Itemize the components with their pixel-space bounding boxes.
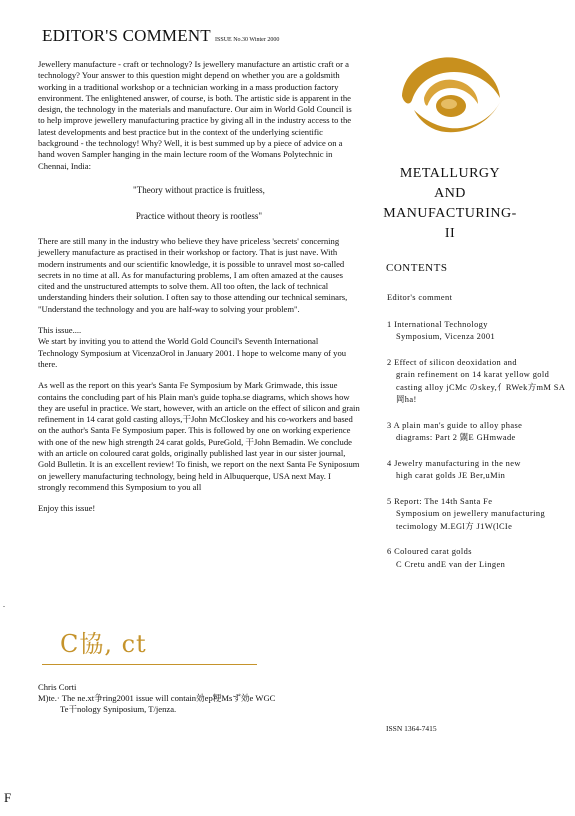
toc-item-detail: Symposium, Vicenza 2001 (396, 332, 496, 341)
stray-mark: . (3, 600, 5, 609)
toc-item-detail: C Cretu andE van der Lingen (396, 559, 506, 569)
author-name: Chris Corti (38, 682, 77, 692)
toc-item-2 (387, 357, 567, 407)
paragraph-this-issue: We start by inviting you to attend the World Gold Council's Seventh International Technology Symposium at VicenzaOrol in January 2001. I hope to welcome many of you there. (38, 336, 347, 369)
theme-line-4: II (444, 226, 456, 241)
paragraph-intro: Jewellery manufacture - craft or technology? Is jewellery manufacture an artistic craft or a technology? Your answer to this question might depend on whether you are a goldsmith working in a traditional workshop or a technician working in a mass production factory environment. The enlightened answer, of course, is both. The artistic side is apparent in the design, the technology in the materials and manufacture. Our aim in World Gold Council is to help improve jewellery manufacturing practice by giving all in the industry access to the latest developments and best practice but in the context of the underlying scientific background - the technology! Why? Well, it is best summed up by a piece of advice on a hand woven Sampler hanging in the main lecture room of the Womans Polytechnic in Chennai, India: (38, 59, 352, 171)
paragraph-secrets: There are still many in the industry who believe they have priceless 'secrets' concerning jewellery manufacture as practised in their workshop or factory. That is just nave. With modern instruments and our scientific knowledge, it is possible to unravel most so-called secrets in no time at all. As for manufacturing problems, I am often amazed at the causes cited and the unstructured attempts to solve them. All too often, the lack of technical understanding hinders their solution. I often say to those attending our technical seminars, "Understand the technology and you are half-way to solving your problem". (38, 235, 348, 314)
page-title (42, 26, 279, 46)
editorial-body (38, 59, 360, 525)
theme-line-2: AND (434, 186, 466, 201)
toc-item-detail: diagrams: Part 2 皩E GHmwade (396, 433, 516, 442)
author-note-line-2: Te干nology Syniposium, T/jenza. (60, 704, 177, 714)
signature: C協, ct (60, 630, 147, 658)
page-corner-letter: F (4, 790, 12, 805)
toc-item-6 (387, 546, 567, 571)
toc-item-detail: grain refinement on 14 karat yellow gold casting alloy jCMc のskey,亻RWek方mM SA岡ha! (396, 370, 566, 404)
theme-line-1: METALLURGY (399, 166, 501, 181)
paragraph-this-issue-heading: This issue.... (38, 325, 82, 336)
paragraph-closing: Enjoy this issue! (38, 503, 96, 514)
table-of-contents (387, 292, 567, 584)
issn-label: ISSN 1364-7415 (386, 724, 437, 733)
issue-label: ISSUE No.30 Winter 2000 (215, 37, 280, 43)
contents-heading: CONTENTS (386, 262, 448, 274)
title-text: EDITOR'S COMMENT (42, 26, 211, 45)
toc-item-title: 2 Effect of silicon deoxidation and (387, 357, 517, 367)
quote-block (38, 182, 360, 224)
issue-theme-title (380, 164, 520, 244)
toc-item-detail: high carat golds JE Ber,uMin (396, 471, 506, 480)
toc-item-title: 3 A plain man's guide to alloy phase (387, 420, 523, 430)
toc-item-title: 1 International Technology (387, 319, 488, 329)
toc-item-4 (387, 458, 567, 483)
toc-item-title: 5 Report: The 14th Santa Fe (387, 496, 493, 506)
author-note-line-1: M)te.· The ne.xt争ring2001 issue will contain効ep粳Msず効e WGC (38, 693, 276, 703)
toc-editor-comment: Editor's comment (387, 293, 453, 302)
toc-item-title: 6 Coloured carat golds (387, 547, 472, 556)
signature-rule (42, 664, 257, 665)
toc-item-1 (387, 319, 567, 344)
toc-item-5 (387, 496, 567, 534)
paragraph-contents-summary: As well as the report on this year's Santa Fe Symposium by Mark Grimwade, this issue contains the concluding part of his Plain man's guide topha.se diagrams, which shows how they are useful in practice. We start, however, with an article on the effect of silicon and grain refinement in 14 carat gold casting alloys,干John McCloskey and his co-workers and based on the author's Santa Fe Symposium paper. This is followed by one on working experience with one of the new high strength 24 carat golds, PureGold, 干John Bemadin. We conclude with an article on coloured carat golds, originally published last year in our sister journal, Gold Bulletin. It is an excellent review! To finish, we report on the next Santa Fe Syniposıum on jewellery manufacturing technology, being held in Albuquerque, USA next May. I strongly recommend this Symposium to you all (38, 380, 360, 492)
quote-line-1: "Theory without practice is fruitless, (133, 184, 265, 195)
theme-line-3: MANUFACTURING- (383, 206, 517, 221)
author-block (38, 682, 358, 715)
toc-item-3 (387, 420, 567, 445)
toc-item-detail: Symposium on jewellery manufacturing tecimology M.EGl方 J1W(lCIe (396, 509, 546, 531)
quote-line-2: Practice without theory is rootless" (135, 210, 263, 221)
toc-item-title: 4 Jewelry manufacturing in the new (387, 458, 521, 468)
gold-swirl-logo-icon (394, 52, 506, 136)
